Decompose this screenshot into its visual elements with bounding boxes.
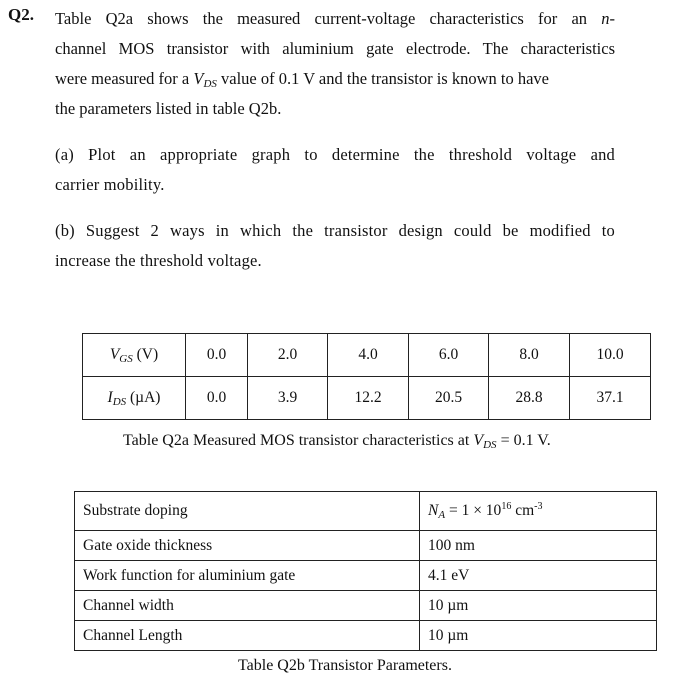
- table-cell: 12.2: [328, 377, 409, 420]
- param-value: 4.1 eV: [420, 561, 657, 591]
- table-row-ids: [83, 377, 651, 420]
- table-row: [75, 621, 657, 651]
- row-label-vgs: $V_{GS}$ (V): [83, 334, 186, 377]
- param-value: 100 nm: [420, 531, 657, 561]
- param-name: Work function for aluminium gate: [75, 561, 420, 591]
- table-cell: 2.0: [248, 334, 328, 377]
- part-b-line-1: (b) Suggest 2 ways in which the transistor design could be modified to: [55, 221, 615, 240]
- param-name: Gate oxide thickness: [75, 531, 420, 561]
- table-row-vgs: [83, 334, 651, 377]
- table-cell: 8.0: [489, 334, 570, 377]
- param-value: 10 µm: [420, 621, 657, 651]
- table-row: [75, 561, 657, 591]
- table-q2b: [74, 491, 657, 651]
- table-cell: 3.9: [248, 377, 328, 420]
- table-cell: 4.0: [328, 334, 409, 377]
- question-intro: [55, 4, 615, 124]
- intro-line-3: were measured for a $V_{DS}$ value of 0.1 V and the transistor is known to have: [55, 69, 549, 90]
- table-cell: 20.5: [409, 377, 489, 420]
- param-name: Channel Length: [75, 621, 420, 651]
- table-q2a: [82, 333, 651, 420]
- table-q2a-caption: Table Q2a Measured MOS transistor characteristics at $V_{DS} = 0.1$ V.: [123, 432, 551, 451]
- table-cell: 28.8: [489, 377, 570, 420]
- table-q2b-caption: Table Q2b Transistor Parameters.: [238, 657, 452, 674]
- part-b-line-2: increase the threshold voltage.: [55, 251, 262, 270]
- table-cell: 37.1: [570, 377, 651, 420]
- table-row: [75, 492, 657, 531]
- question-number: Q2.: [8, 5, 34, 24]
- table-cell: 0.0: [186, 377, 248, 420]
- param-value: 10 µm: [420, 591, 657, 621]
- part-b: [55, 216, 615, 276]
- intro-line-4: the parameters listed in table Q2b.: [55, 99, 282, 118]
- table-row: [75, 531, 657, 561]
- table-cell: 6.0: [409, 334, 489, 377]
- table-cell: 10.0: [570, 334, 651, 377]
- intro-line-2: channel MOS transistor with aluminium gate electrode. The characteristics: [55, 39, 615, 58]
- part-a: [55, 140, 615, 200]
- param-value-doping: $N_A = 1 \times 10^{16}$ $cm^{-3}$: [420, 492, 657, 531]
- part-a-line-2: carrier mobility.: [55, 175, 165, 194]
- param-name: Channel width: [75, 591, 420, 621]
- intro-line-1: Table Q2a shows the measured current-voltage characteristics for an n-: [55, 9, 615, 28]
- row-label-ids: $I_{DS}$ (µA): [83, 377, 186, 420]
- param-name: Substrate doping: [75, 492, 420, 531]
- part-a-line-1: (a) Plot an appropriate graph to determine the threshold voltage and: [55, 145, 615, 164]
- table-cell: 0.0: [186, 334, 248, 377]
- table-row: [75, 591, 657, 621]
